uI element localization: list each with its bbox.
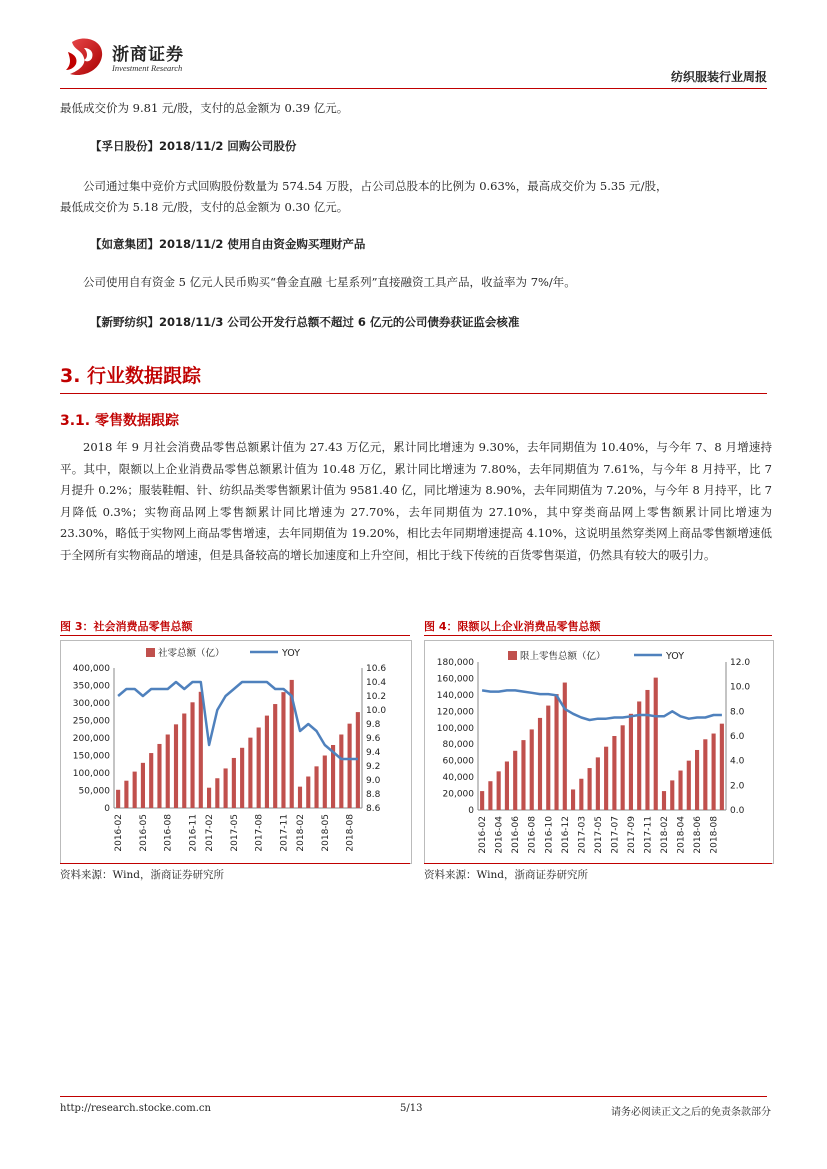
bar <box>224 768 228 808</box>
y-left-tick-label: 0 <box>104 804 110 814</box>
y-right-tick-label: 9.6 <box>366 734 381 744</box>
bar <box>629 714 633 810</box>
x-tick-label: 2018-02 <box>660 816 670 854</box>
x-tick-label: 2016-04 <box>494 816 505 854</box>
x-tick-label: 2018-08 <box>345 814 356 852</box>
bar <box>190 702 194 808</box>
bar <box>298 787 302 808</box>
bar <box>579 779 583 810</box>
footer-url[interactable]: http://research.stocke.com.cn <box>60 1103 211 1114</box>
bar <box>662 791 666 810</box>
logo-en: Investment Research <box>112 63 183 73</box>
x-tick-label: 2018-06 <box>693 816 704 854</box>
y-left-tick-label: 100,000 <box>72 769 110 779</box>
bar <box>240 748 244 808</box>
figure4-chart <box>424 640 774 864</box>
y-right-tick-label: 8.8 <box>366 790 381 800</box>
y-left-tick-label: 100,000 <box>436 723 474 734</box>
bar <box>141 763 145 808</box>
item1-head: 【孚日股份】2018/11/2 回购公司股份 <box>90 139 297 153</box>
x-tick-label: 2016-05 <box>138 814 149 852</box>
bar <box>306 777 310 809</box>
bar <box>215 778 219 808</box>
legend-bar-swatch <box>146 648 155 657</box>
bar <box>133 772 137 808</box>
bar <box>571 789 575 810</box>
bar <box>695 750 699 810</box>
figure3-title-rule <box>60 635 410 636</box>
x-tick-label: 2018-08 <box>709 816 720 854</box>
y-left-tick-label: 250,000 <box>72 716 110 727</box>
item3-head: 【新野纺织】2018/11/3 公司公开发行总额不超过 6 亿元的公司债券获证监会核准 <box>90 315 520 329</box>
bar <box>174 724 178 808</box>
y-left-tick-label: 300,000 <box>72 699 110 709</box>
bar <box>149 753 153 808</box>
bar <box>348 724 352 808</box>
x-tick-label: 2016-11 <box>188 814 199 852</box>
bar <box>588 768 592 810</box>
bar <box>505 761 509 810</box>
bar <box>596 757 600 810</box>
bar <box>712 734 716 810</box>
bar <box>654 678 658 810</box>
y-right-tick-label: 10.4 <box>366 678 387 688</box>
bar <box>670 780 674 810</box>
bar <box>645 690 649 810</box>
legend-bar-label: 社零总额（亿） <box>158 648 225 659</box>
y-right-tick-label: 10.2 <box>366 692 387 702</box>
bar <box>257 728 261 809</box>
y-left-tick-label: 180,000 <box>436 658 474 668</box>
x-tick-label: 2018-02 <box>296 814 306 852</box>
header-divider <box>60 88 767 89</box>
y-right-tick-label: 0.0 <box>730 806 745 816</box>
bar <box>124 781 128 808</box>
item2-head: 【如意集团】2018/11/2 使用自由资金购买理财产品 <box>90 237 366 251</box>
yoy-line <box>482 690 722 720</box>
yoy-line <box>118 682 358 759</box>
y-left-tick-label: 50,000 <box>78 786 110 797</box>
y-right-tick-label: 9.8 <box>366 720 381 730</box>
bar <box>248 738 252 808</box>
x-tick-label: 2016-02 <box>478 816 489 854</box>
y-right-tick-label: 9.4 <box>366 748 381 758</box>
bar <box>497 771 501 810</box>
bar <box>513 751 517 810</box>
y-right-tick-label: 10.0 <box>730 682 751 693</box>
subsection-heading: 3.1. 零售数据跟踪 <box>60 413 179 429</box>
x-tick-label: 2017-05 <box>229 814 240 852</box>
x-tick-label: 2018-04 <box>676 816 687 854</box>
figure3-source: 资料来源：Wind，浙商证券研究所 <box>60 869 224 881</box>
y-left-tick-label: 0 <box>468 806 474 816</box>
bar <box>480 791 484 810</box>
x-tick-label: 2016-08 <box>163 814 174 852</box>
bar <box>323 756 327 809</box>
figure4-source: 资料来源：Wind，浙商证券研究所 <box>424 869 588 881</box>
x-tick-label: 2016-10 <box>544 816 555 854</box>
bar <box>538 718 542 810</box>
footer-divider <box>60 1096 767 1097</box>
bar <box>182 714 186 809</box>
bar <box>637 701 641 810</box>
y-left-tick-label: 350,000 <box>72 681 110 692</box>
x-tick-label: 2016-08 <box>527 816 538 854</box>
bar <box>612 736 616 810</box>
y-left-tick-label: 120,000 <box>436 707 474 718</box>
x-tick-label: 2017-11 <box>279 814 290 852</box>
item2-body: 公司使用自有资金 5 亿元人民币购买“鲁金直融 七星系列”直接融资工具产品，收益率为 7%/年。 <box>83 275 576 289</box>
x-tick-label: 2016-12 <box>560 816 571 854</box>
bar <box>281 692 285 808</box>
x-tick-label: 2017-03 <box>577 816 588 854</box>
bar <box>621 725 625 810</box>
y-left-tick-label: 160,000 <box>436 674 474 685</box>
x-tick-label: 2017-05 <box>593 816 604 854</box>
y-left-tick-label: 150,000 <box>72 751 110 762</box>
figure4-source-rule <box>424 863 772 864</box>
bar <box>199 692 203 808</box>
x-tick-label: 2017-07 <box>610 816 621 854</box>
bar <box>488 781 492 810</box>
figure4-title: 图 4：限额以上企业消费品零售总额 <box>424 620 601 633</box>
logo-cn: 浙商证券 <box>112 45 184 65</box>
logo <box>62 36 212 80</box>
section-paragraph: 2018 年 9 月社会消费品零售总额累计值为 27.43 万亿元，累计同比增速为 9.30%，去年同期值为 10.40%，与今年 7、8 月增速持平。其中，限额以上企业消费品零售总额累计值为 10.48 万亿，累计同比增速为 7.80%，去年同期值为 7.61%，与今年 8 月持平，比 7 月提升 0.2%；服装鞋帽、针、纺织品类零售额累计值为 9581.40 亿，同比增速为 8.90%，去年同期值为 7.20%，与今年 8 月持平，比 7 月降低 0.3%；实物商品网上零售额累计同比增速为 27.70%，去年同期值为 27.10%，其中穿类商品网上零售额累计同比增速为 23.30%，略低于实物网上商品零售增速，去年同期值为 19.20%，相比去年同期增速提高 4.10%，这说明虽然穿类网上商品零售额增速低于全网所有实物商品的增速，但是具备较高的增长加速度和上升空间，相比于线下传统的百货零售渠道，仍然具有较大的吸引力。 <box>60 440 772 562</box>
bar <box>314 766 318 808</box>
y-right-tick-label: 10.6 <box>366 664 387 674</box>
figure4-title-rule <box>424 635 772 636</box>
bar <box>166 735 170 809</box>
y-right-tick-label: 8.0 <box>730 707 745 718</box>
figure3-chart <box>60 640 412 864</box>
bar <box>604 747 608 810</box>
y-left-tick-label: 200,000 <box>72 734 110 744</box>
bar <box>265 716 269 808</box>
y-right-tick-label: 9.0 <box>366 776 381 786</box>
bar <box>720 724 724 810</box>
bar <box>530 729 534 810</box>
intro-tail: 最低成交价为 9.81 元/股，支付的总金额为 0.39 亿元。 <box>60 101 349 115</box>
y-right-tick-label: 8.6 <box>366 804 381 814</box>
bar <box>232 758 236 808</box>
footer-disclaimer: 请务必阅读正文之后的免责条款部分 <box>611 1107 771 1118</box>
y-right-tick-label: 10.0 <box>366 706 387 716</box>
bar <box>116 790 120 808</box>
bar <box>546 706 550 810</box>
section-divider <box>60 393 767 394</box>
y-left-tick-label: 60,000 <box>442 756 474 767</box>
x-tick-label: 2018-05 <box>320 814 331 852</box>
y-left-tick-label: 80,000 <box>442 740 474 751</box>
y-right-tick-label: 6.0 <box>730 732 745 742</box>
page-number: 5/13 <box>400 1103 423 1114</box>
bar <box>207 788 211 808</box>
x-tick-label: 2016-02 <box>114 814 125 852</box>
bar <box>521 740 525 810</box>
bar <box>157 744 161 808</box>
y-right-tick-label: 2.0 <box>730 781 745 792</box>
y-left-tick-label: 40,000 <box>442 773 474 784</box>
legend-line-label: YOY <box>282 648 301 659</box>
bar <box>703 739 707 810</box>
y-left-tick-label: 140,000 <box>436 690 474 701</box>
x-tick-label: 2017-09 <box>626 816 637 854</box>
x-tick-label: 2016-06 <box>511 816 522 854</box>
report-title: 纺织服装行业周报 <box>670 70 767 84</box>
y-left-tick-label: 20,000 <box>442 789 474 800</box>
x-tick-label: 2017-02 <box>205 814 216 852</box>
y-right-tick-label: 9.2 <box>366 762 381 772</box>
logo-icon <box>62 36 108 80</box>
figure3-title: 图 3：社会消费品零售总额 <box>60 620 193 633</box>
bar <box>687 761 691 810</box>
legend-bar-swatch <box>508 651 517 660</box>
bar <box>339 735 343 809</box>
section-heading: 3. 行业数据跟踪 <box>60 365 202 387</box>
bar <box>563 683 567 810</box>
y-left-tick-label: 400,000 <box>72 664 110 674</box>
item1-body: 公司通过集中竞价方式回购股份数量为 574.54 万股，占公司总股本的比例为 0.63%，最高成交价为 5.35 元/股， 最低成交价为 5.18 元/股，支付的总金额为 0.30 亿元。 <box>60 179 668 214</box>
bar <box>678 771 682 810</box>
bar <box>273 704 277 808</box>
legend-line-label: YOY <box>666 651 685 662</box>
x-tick-label: 2017-11 <box>643 816 654 854</box>
legend-bar-label: 限上零售总额（亿） <box>520 651 606 662</box>
y-right-tick-label: 12.0 <box>730 658 751 668</box>
figure3-source-rule <box>60 863 410 864</box>
x-tick-label: 2017-08 <box>254 814 265 852</box>
y-right-tick-label: 4.0 <box>730 756 745 767</box>
bar <box>554 694 558 810</box>
